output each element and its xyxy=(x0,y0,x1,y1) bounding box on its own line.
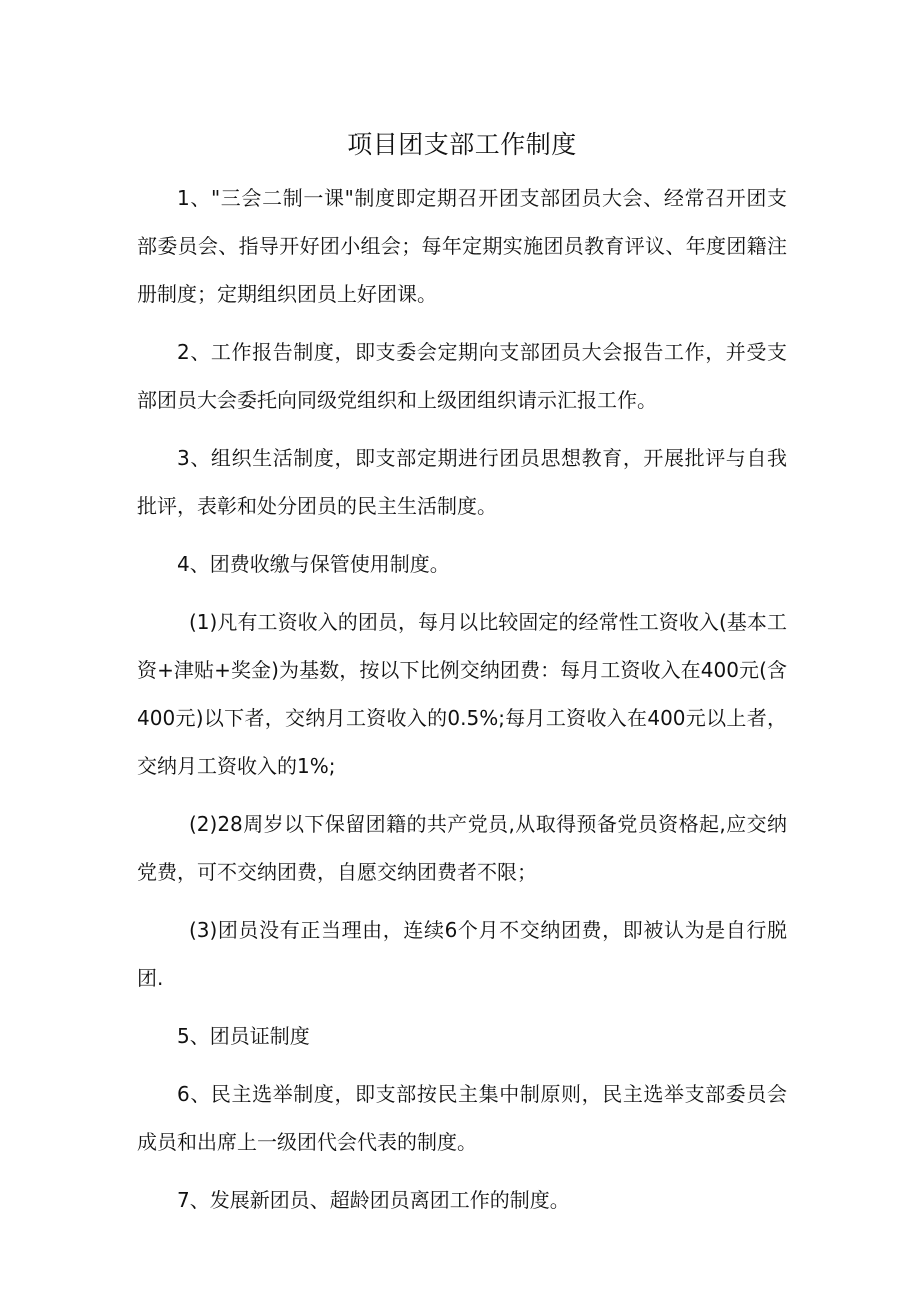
paragraph-4-item-3: (3)团员没有正当理由，连续6个月不交纳团费，即被认为是自行脱团. xyxy=(137,918,787,990)
document-page xyxy=(137,120,787,1234)
paragraph-7: 7、发展新团员、超龄团员离团工作的制度。 xyxy=(177,1188,570,1212)
paragraph-4-item-1: (1)凡有工资收入的团员，每月以比较固定的经常性工资收入(基本工资+津贴+奖金)为基数，按以下比例交纳团费：每月工资收入在400元(含400元)以下者，交纳月工资收入的0.5%;每月工资收入在400元以上者，交纳月工资收入的1%; xyxy=(137,610,787,778)
paragraph-6: 6、民主选举制度，即支部按民主集中制原则，民主选举支部委员会成员和出席上一级团代会代表的制度。 xyxy=(137,1082,787,1154)
paragraph-4: 4、团费收缴与保管使用制度。 xyxy=(177,552,450,576)
paragraph-5: 5、团员证制度 xyxy=(177,1024,310,1048)
paragraph-3: 3、组织生活制度，即支部定期进行团员思想教育，开展批评与自我批评，表彰和处分团员的民主生活制度。 xyxy=(137,446,787,518)
paragraph-1: 1、"三会二制一课"制度即定期召开团支部团员大会、经常召开团支部委员会、指导开好团小组会；每年定期实施团员教育评议、年度团籍注册制度；定期组织团员上好团课。 xyxy=(137,186,787,306)
paragraph-2: 2、工作报告制度，即支委会定期向支部团员大会报告工作，并受支部团员大会委托向同级党组织和上级团组织请示汇报工作。 xyxy=(137,340,787,412)
paragraph-4-item-2: (2)28周岁以下保留团籍的共产党员,从取得预备党员资格起,应交纳党费，可不交纳团费，自愿交纳团费者不限； xyxy=(137,812,787,884)
document-title: 项目团支部工作制度 xyxy=(347,130,577,159)
